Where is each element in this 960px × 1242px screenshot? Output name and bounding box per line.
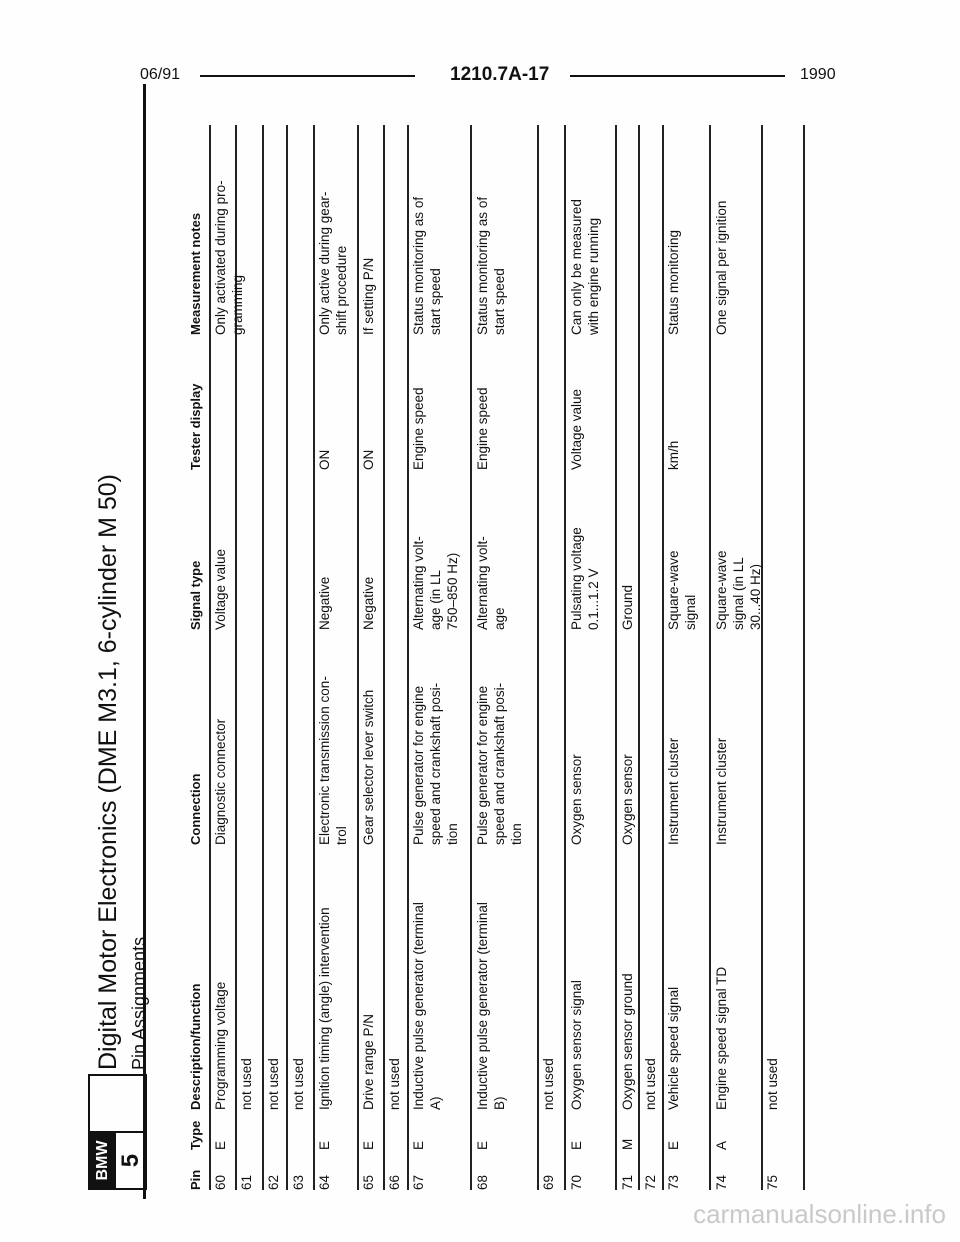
logo-brand: BMW — [90, 1133, 116, 1188]
header-date: 06/91 — [140, 66, 181, 83]
cell-desc: Vehicle speed signal — [666, 986, 681, 1110]
row-separator — [564, 125, 566, 1190]
cell-type: M — [620, 1138, 635, 1150]
cell-notes: Status monitoring as of start speed — [475, 196, 507, 335]
row-separator — [470, 125, 472, 1190]
cell-desc: not used — [541, 1058, 556, 1110]
cell-conn: Pulse generator for engine speed and crankshaft posi- tion — [411, 682, 460, 845]
cell-signal: Ground — [620, 584, 635, 630]
document-subtitle: Pin Assignments — [129, 936, 149, 1070]
cell-notes: Only active during gear- shift procedure — [317, 191, 349, 335]
cell-desc: Oxygen sensor ground — [620, 973, 635, 1110]
header-rule-left — [200, 75, 415, 77]
column-header-pin: Pin — [188, 1169, 203, 1190]
cell-conn: Diagnostic connector — [213, 718, 228, 845]
cell-type: E — [666, 1140, 681, 1150]
cell-desc: Drive range P/N — [361, 1013, 376, 1110]
row-separator — [407, 125, 409, 1190]
row-separator — [313, 125, 315, 1190]
cell-pin: 63 — [291, 1174, 306, 1190]
cell-desc: Programming voltage — [213, 981, 228, 1110]
cell-conn: Instrument cluster — [666, 737, 681, 845]
cell-signal: Square-wave signal (in LL 30...40 Hz) — [714, 550, 763, 630]
header-rule-right — [570, 75, 785, 77]
cell-desc: Inductive pulse generator (terminal A) — [411, 902, 443, 1110]
cell-notes: Status monitoring — [666, 229, 681, 335]
footer-watermark: carmanualsonline.info — [693, 1199, 946, 1229]
cell-notes: One signal per ignition — [714, 200, 729, 335]
bmw-logo — [88, 1131, 147, 1190]
cell-tester: ON — [317, 449, 332, 470]
cell-pin: 73 — [666, 1174, 681, 1190]
document-title: Digital Motor Electronics (DME M3.1, 6-cylinder M 50) — [94, 474, 122, 1070]
cell-signal: Negative — [317, 576, 332, 630]
cell-conn: Oxygen sensor — [569, 754, 584, 845]
column-header-type: Type — [188, 1120, 203, 1150]
cell-pin: 75 — [765, 1174, 780, 1190]
header-document-code: 1210.7A-17 — [450, 64, 550, 85]
cell-pin: 65 — [361, 1174, 376, 1190]
logo-blank-box — [88, 1074, 147, 1133]
page-header — [0, 66, 960, 86]
rotated-page-content — [88, 125, 828, 1190]
column-header-measurement-notes: Measurement notes — [188, 212, 203, 335]
cell-desc: Ignition timing (angle) intervention — [317, 907, 332, 1110]
cell-signal: Square-wave signal — [666, 550, 698, 630]
row-separator — [286, 125, 288, 1190]
cell-pin: 66 — [387, 1174, 402, 1190]
cell-pin: 64 — [317, 1174, 332, 1190]
cell-tester: km/h — [666, 440, 681, 470]
cell-pin: 62 — [266, 1174, 281, 1190]
cell-desc: not used — [387, 1058, 402, 1110]
cell-desc: not used — [266, 1058, 281, 1110]
cell-signal: Pulsating voltage 0.1...1.2 V — [569, 527, 601, 630]
cell-signal: Voltage value — [213, 548, 228, 630]
cell-conn: Instrument cluster — [714, 737, 729, 845]
cell-tester: ON — [361, 449, 376, 470]
cell-desc: Oxygen sensor signal — [569, 980, 584, 1110]
cell-type: E — [411, 1140, 426, 1150]
cell-signal: Negative — [361, 576, 376, 630]
cell-desc: not used — [643, 1058, 658, 1110]
logo-series: 5 — [117, 1153, 144, 1168]
row-separator — [803, 125, 805, 1190]
cell-desc: not used — [291, 1058, 306, 1110]
column-header-tester-display: Tester display — [188, 383, 203, 470]
cell-desc: Inductive pulse generator (terminal B) — [475, 902, 507, 1110]
cell-pin: 61 — [239, 1174, 254, 1190]
cell-notes: Status monitoring as of start speed — [411, 196, 443, 335]
cell-tester: Voltage value — [569, 388, 584, 470]
row-separator — [209, 125, 211, 1190]
cell-type: A — [714, 1140, 729, 1150]
cell-pin: 60 — [213, 1174, 228, 1190]
cell-type: E — [475, 1140, 490, 1150]
cell-desc: not used — [239, 1058, 254, 1110]
cell-pin: 72 — [643, 1174, 658, 1190]
cell-signal: Alternating volt- age — [475, 536, 507, 630]
row-separator — [357, 125, 359, 1190]
cell-conn: Electronic transmission con- trol — [317, 676, 349, 845]
row-separator — [638, 125, 640, 1190]
cell-pin: 71 — [620, 1174, 635, 1190]
cell-pin: 70 — [569, 1174, 584, 1190]
row-separator — [262, 125, 264, 1190]
header-year: 1990 — [800, 66, 836, 83]
cell-desc: Engine speed signal TD — [714, 966, 729, 1110]
cell-notes: Only activated during pro- gramming — [213, 180, 245, 335]
cell-type: E — [317, 1140, 332, 1150]
cell-type: E — [361, 1140, 376, 1150]
column-header-connection: Connection — [188, 773, 203, 845]
row-separator — [615, 125, 617, 1190]
cell-pin: 68 — [475, 1174, 490, 1190]
cell-type: E — [569, 1140, 584, 1150]
cell-tester: Engine speed — [411, 387, 426, 470]
cell-notes: If setting P/N — [361, 257, 376, 335]
cell-pin: 69 — [541, 1174, 556, 1190]
cell-tester: Engine speed — [475, 387, 490, 470]
row-separator — [383, 125, 385, 1190]
cell-conn: Pulse generator for engine speed and crankshaft posi- tion — [475, 682, 524, 845]
cell-type: E — [213, 1140, 228, 1150]
cell-conn: Gear selector lever switch — [361, 689, 376, 845]
cell-desc: not used — [765, 1058, 780, 1110]
cell-conn: Oxygen sensor — [620, 754, 635, 845]
cell-pin: 67 — [411, 1174, 426, 1190]
column-header-signal-type: Signal type — [188, 560, 203, 630]
column-header-description: Description/function — [188, 983, 203, 1110]
cell-pin: 74 — [714, 1174, 729, 1190]
row-separator — [662, 125, 664, 1190]
row-separator — [761, 125, 763, 1190]
row-separator — [537, 125, 539, 1190]
row-separator — [709, 125, 711, 1190]
cell-notes: Can only be measured with engine running — [569, 199, 601, 335]
cell-signal: Alternating volt- age (in LL 750–850 Hz) — [411, 536, 460, 630]
